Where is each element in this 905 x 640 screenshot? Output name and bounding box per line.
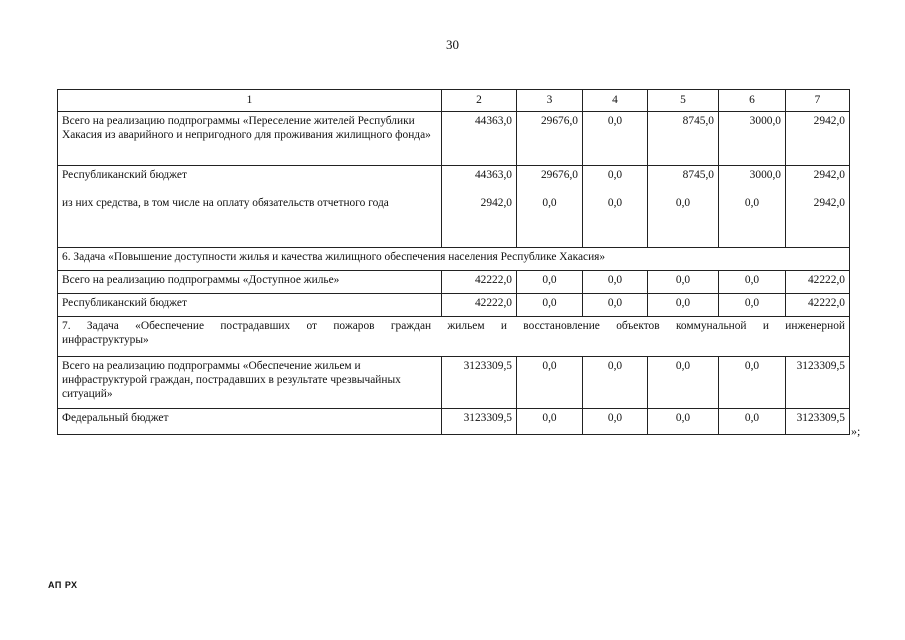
table-cell: 42222,0	[442, 294, 517, 317]
table-cell: 3123309,5	[442, 409, 517, 435]
task-6-heading: 6. Задача «Повышение доступности жилья и качества жилищного обеспечения населения Республике Хакасия»	[58, 248, 850, 271]
table-cell: 42222,0	[786, 271, 850, 294]
table-cell: 0,0	[517, 357, 583, 409]
table-cell: 8745,0	[648, 166, 719, 194]
table-cell: 8745,0	[648, 112, 719, 166]
budget-table	[57, 89, 850, 435]
table-cell: 2942,0	[786, 194, 850, 248]
row-label: Республиканский бюджет	[58, 166, 442, 194]
column-header: 4	[583, 90, 648, 112]
column-header: 7	[786, 90, 850, 112]
table-row	[58, 112, 850, 166]
table-cell: 0,0	[648, 294, 719, 317]
table-cell: 3000,0	[719, 166, 786, 194]
table-cell: 29676,0	[517, 166, 583, 194]
table-cell: 42222,0	[442, 271, 517, 294]
table-row	[58, 357, 850, 409]
row-label: Республиканский бюджет	[58, 294, 442, 317]
table-cell: 3123309,5	[442, 357, 517, 409]
table-header-row	[58, 90, 850, 112]
table-row	[58, 194, 850, 248]
table-row	[58, 166, 850, 194]
table-cell: 0,0	[517, 271, 583, 294]
table-cell: 0,0	[648, 357, 719, 409]
table-cell: 0,0	[583, 271, 648, 294]
table-cell: 0,0	[517, 194, 583, 248]
table-cell: 0,0	[648, 409, 719, 435]
table-cell: 0,0	[583, 194, 648, 248]
task-7-heading-line1: 7. Задача «Обеспечение пострадавших от пожаров граждан жильем и восстановление объектов коммунальной и инженерной	[62, 320, 845, 332]
footer-stamp: АП РХ	[48, 580, 78, 590]
table-cell: 0,0	[583, 357, 648, 409]
table-cell: 0,0	[719, 357, 786, 409]
table-cell: 0,0	[648, 271, 719, 294]
table-row	[58, 294, 850, 317]
table-cell: 3123309,5	[786, 357, 850, 409]
table-cell: 0,0	[648, 194, 719, 248]
table-cell: 0,0	[719, 294, 786, 317]
column-header: 6	[719, 90, 786, 112]
column-header: 1	[58, 90, 442, 112]
closing-quote-mark: »;	[851, 424, 861, 438]
section-row	[58, 248, 850, 271]
table-cell: 0,0	[719, 271, 786, 294]
table-cell: 0,0	[517, 294, 583, 317]
table-cell: 3000,0	[719, 112, 786, 166]
row-label: из них средства, в том числе на оплату обязательств отчетного года	[58, 194, 442, 248]
column-header: 3	[517, 90, 583, 112]
row-label: Всего на реализацию подпрограммы «Переселение жителей Республики Хакасия из аварийного и непригодного для проживания жилищного фонда»	[58, 112, 442, 166]
task-7-heading	[58, 317, 850, 357]
table-cell: 44363,0	[442, 166, 517, 194]
table-cell: 0,0	[719, 409, 786, 435]
section-row	[58, 317, 850, 357]
table-cell: 0,0	[583, 166, 648, 194]
table-cell: 0,0	[583, 112, 648, 166]
table-cell: 0,0	[517, 409, 583, 435]
table-cell: 2942,0	[786, 166, 850, 194]
table-row	[58, 409, 850, 435]
table-cell: 44363,0	[442, 112, 517, 166]
table-row	[58, 271, 850, 294]
table-cell: 0,0	[583, 409, 648, 435]
row-label: Всего на реализацию подпрограммы «Обеспечение жильем и инфраструктурой граждан, пострадавших в результате чрезвычайных ситуаций»	[58, 357, 442, 409]
page-number: 30	[446, 37, 459, 52]
table-cell: 3123309,5	[786, 409, 850, 435]
table-cell: 0,0	[719, 194, 786, 248]
table-cell: 29676,0	[517, 112, 583, 166]
row-label: Всего на реализацию подпрограммы «Доступное жилье»	[58, 271, 442, 294]
column-header: 5	[648, 90, 719, 112]
table-cell: 42222,0	[786, 294, 850, 317]
task-7-heading-line2: инфраструктуры»	[62, 334, 149, 346]
table-cell: 2942,0	[786, 112, 850, 166]
row-label: Федеральный бюджет	[58, 409, 442, 435]
table-cell: 0,0	[583, 294, 648, 317]
table-cell: 2942,0	[442, 194, 517, 248]
column-header: 2	[442, 90, 517, 112]
